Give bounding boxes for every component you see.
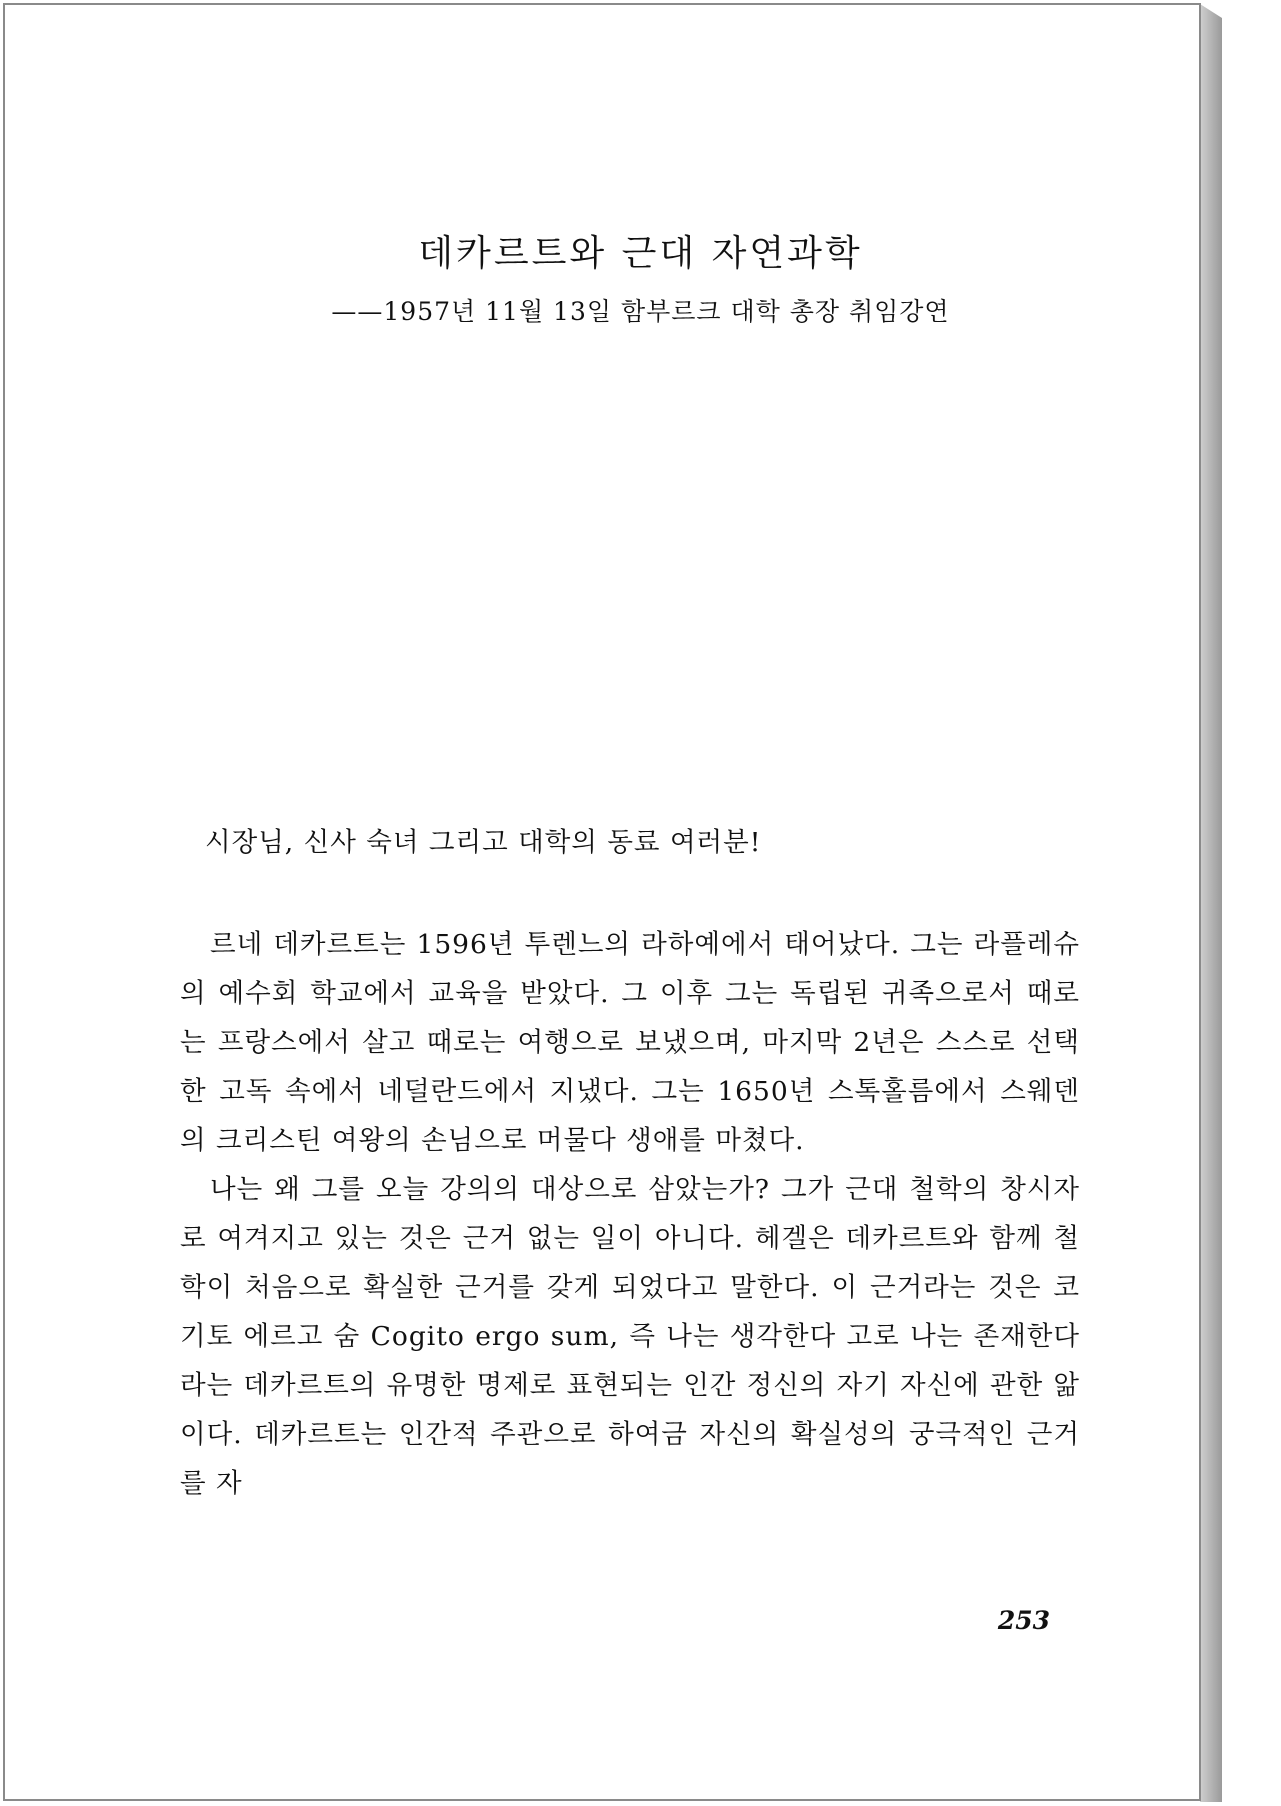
chapter-title: 데카르트와 근대 자연과학 bbox=[418, 233, 863, 274]
page-number: 253 bbox=[997, 1606, 1050, 1635]
paragraph: 르네 데카르트는 1596년 투렌느의 라하예에서 태어났다. 그는 라플레슈의 예수회 학교에서 교육을 받았다. 그 이후 그는 독립된 귀족으로서 때로는 프랑스에서 살고 때로는 여행으로 보냈으며, 마지막 2년은 스스로 선택한 고독 속에서 네덜란드에서 지냈다. 그는 1650년 스톡홀름에서 스웨덴의 크리스틴 여왕의 손님으로 머물다 생애를 마쳤다. bbox=[180, 929, 1080, 1156]
paragraph: 나는 왜 그를 오늘 강의의 대상으로 삼았는가? 그가 근대 철학의 창시자로 여겨지고 있는 것은 근거 없는 일이 아니다. 헤겔은 데카르트와 함께 철학이 처음으로 확실한 근거를 갖게 되었다고 말한다. 이 근거라는 것은 코기토 에르고 숨 Cogito ergo sum, 즉 나는 생각한다 고로 나는 존재한다라는 데카르트의 유명한 명제로 표현되는 인간 정신의 자기 자신에 관한 앎이다. 데카르트는 인간적 주관으로 하여금 자신의 확실성의 궁극적인 근거를 자 bbox=[180, 1174, 1080, 1499]
body-text bbox=[180, 920, 1080, 1508]
chapter-subtitle: ——1957년 11월 13일 함부르크 대학 총장 취임강연 bbox=[331, 297, 950, 326]
salutation: 시장님, 신사 숙녀 그리고 대학의 동료 여러분! bbox=[205, 827, 762, 858]
